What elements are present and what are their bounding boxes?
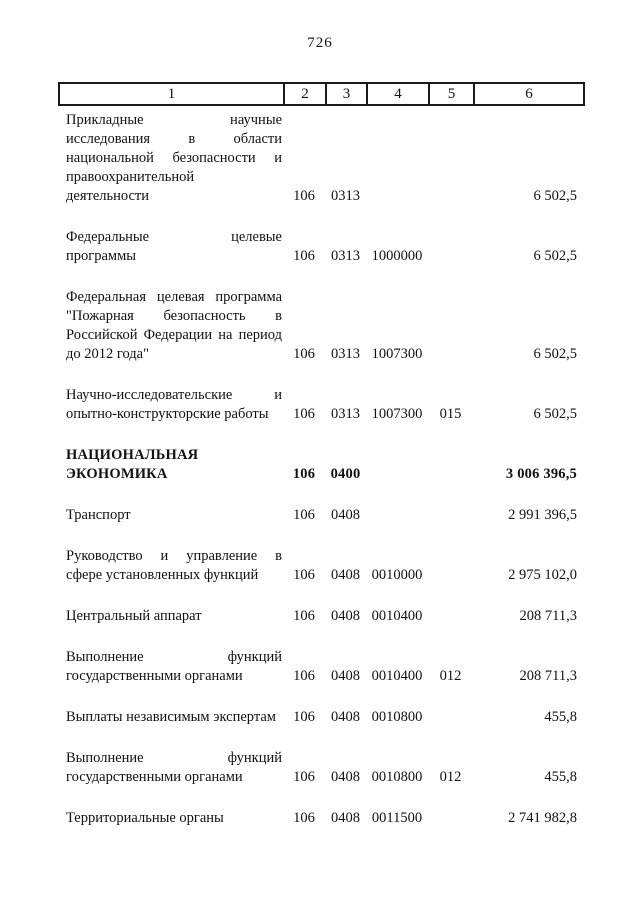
row-name-line: государственными органами (66, 668, 243, 684)
row-name-line: Прикладные научные (66, 112, 282, 128)
table-column-header (58, 82, 585, 106)
section-code-cell: 0408 (331, 507, 360, 523)
target-article-cell: 1000000 (371, 248, 423, 264)
row-name-line: Федеральная целевая программа (66, 289, 282, 305)
row-name (60, 446, 283, 484)
row-name-line: Федеральные целевые (66, 229, 282, 245)
chapter-code-cell: 106 (292, 466, 316, 482)
row-name-line: опытно-конструкторские работы (66, 406, 269, 422)
section-code-cell: 0408 (331, 608, 360, 624)
column-number-header-4: 4 (366, 84, 428, 104)
row-name (60, 288, 283, 364)
column-number-header-5: 5 (428, 84, 473, 104)
row-name (60, 547, 283, 585)
target-article-cell: 0010800 (371, 709, 423, 725)
chapter-code-cell: 106 (293, 567, 315, 583)
target-article-cell: 0010800 (371, 769, 423, 785)
table-row (60, 749, 583, 787)
chapter-code-cell: 106 (293, 188, 315, 204)
section-code-cell: 0313 (331, 248, 360, 264)
section-code-cell: 0408 (331, 567, 360, 583)
row-name-line: ЭКОНОМИКА (66, 466, 168, 482)
row-name-line: Территориальные органы (66, 810, 224, 826)
chapter-code-cell: 106 (293, 709, 315, 725)
table-row (60, 111, 583, 206)
table-row (60, 228, 583, 266)
row-name-line: программы (66, 248, 136, 264)
row-name-line: государственными органами (66, 769, 243, 785)
chapter-code-cell: 106 (293, 346, 315, 362)
row-name-line: Выполнение функций (66, 750, 282, 766)
amount-cell: 6 502,5 (533, 188, 577, 204)
chapter-code-cell: 106 (293, 248, 315, 264)
row-name-line: Выполнение функций (66, 649, 282, 665)
row-name-line: Выплаты независимым экспертам (66, 709, 276, 725)
target-article-cell: 0011500 (371, 810, 423, 826)
section-code-cell: 0408 (331, 769, 360, 785)
target-article-cell: 0010000 (371, 567, 423, 583)
target-article-cell: 1007300 (371, 346, 423, 362)
row-name-line: Транспорт (66, 507, 131, 523)
row-name (60, 228, 283, 266)
row-name-line: национальной безопасности и (66, 150, 282, 166)
chapter-code-cell: 106 (293, 608, 315, 624)
amount-cell: 208 711,3 (519, 668, 577, 684)
column-number-header-3: 3 (325, 84, 366, 104)
table-row (60, 506, 583, 525)
amount-cell: 455,8 (544, 769, 577, 785)
table-row (60, 648, 583, 686)
column-number-header-1: 1 (167, 86, 176, 102)
amount-cell: 208 711,3 (519, 608, 577, 624)
row-name (60, 708, 283, 727)
chapter-code-cell: 106 (293, 406, 315, 422)
row-name-line: Российской Федерации на период (66, 327, 282, 343)
chapter-code-cell: 106 (293, 769, 315, 785)
section-code-cell: 0313 (331, 346, 360, 362)
row-name (60, 809, 283, 828)
row-name-line: "Пожарная безопасность в (66, 308, 282, 324)
table-row (60, 386, 583, 424)
row-name-line: правоохранительной (66, 169, 195, 185)
row-name-line: НАЦИОНАЛЬНАЯ (66, 447, 199, 463)
table-row-section-heading (60, 446, 583, 484)
row-name-line: Центральный аппарат (66, 608, 202, 624)
target-article-cell: 0010400 (371, 668, 423, 684)
expense-type-cell: 012 (439, 769, 462, 785)
row-name-line: деятельности (66, 188, 150, 204)
table-body (60, 111, 583, 850)
table-row (60, 809, 583, 828)
row-name-line: исследования в области (66, 131, 282, 147)
page-number: 726 (307, 35, 333, 51)
target-article-cell: 0010400 (371, 608, 423, 624)
row-name (60, 111, 283, 206)
row-name-line: Научно-исследовательские и (66, 387, 282, 403)
section-code-cell: 0313 (331, 188, 360, 204)
amount-cell: 2 741 982,8 (508, 810, 577, 826)
row-name-line: Руководство и управление в (66, 548, 282, 564)
table-row (60, 288, 583, 364)
table-row (60, 607, 583, 626)
chapter-code-cell: 106 (293, 810, 315, 826)
amount-cell: 2 975 102,0 (508, 567, 577, 583)
section-code-cell: 0408 (331, 668, 360, 684)
column-number-header-6: 6 (473, 84, 583, 104)
amount-cell: 6 502,5 (533, 248, 577, 264)
amount-cell: 6 502,5 (533, 406, 577, 422)
table-row (60, 547, 583, 585)
chapter-code-cell: 106 (293, 507, 315, 523)
amount-cell: 3 006 396,5 (505, 466, 577, 482)
row-name-line: сфере установленных функций (66, 567, 259, 583)
section-code-cell: 0400 (330, 466, 361, 482)
amount-cell: 2 991 396,5 (508, 507, 577, 523)
expense-type-cell: 015 (439, 406, 462, 422)
table-row (60, 708, 583, 727)
row-name (60, 607, 283, 626)
row-name (60, 648, 283, 686)
expense-type-cell: 012 (439, 668, 462, 684)
section-code-cell: 0408 (331, 709, 360, 725)
row-name (60, 386, 283, 424)
row-name (60, 749, 283, 787)
section-code-cell: 0408 (331, 810, 360, 826)
target-article-cell: 1007300 (371, 406, 423, 422)
section-code-cell: 0313 (331, 406, 360, 422)
row-name (60, 506, 283, 525)
row-name-line: до 2012 года" (66, 346, 150, 362)
amount-cell: 455,8 (544, 709, 577, 725)
amount-cell: 6 502,5 (533, 346, 577, 362)
chapter-code-cell: 106 (293, 668, 315, 684)
column-number-header-2: 2 (283, 84, 325, 104)
